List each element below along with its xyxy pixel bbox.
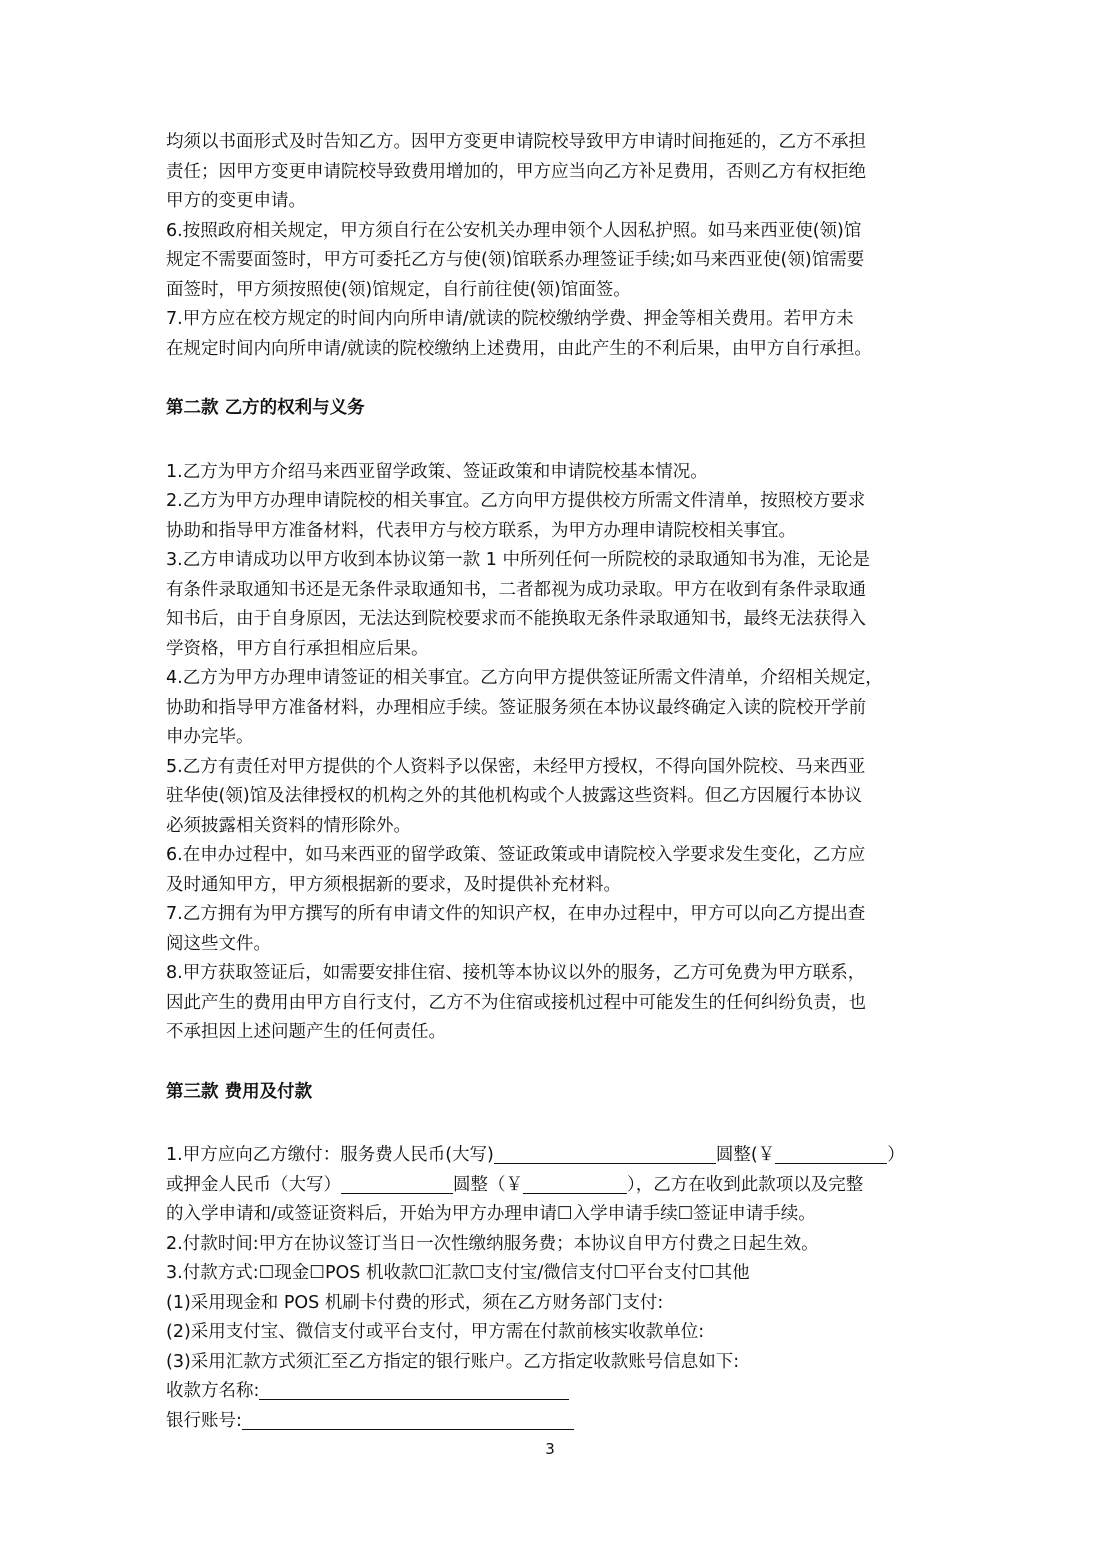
section-3-body [166, 1141, 936, 1436]
paragraph-line: 的入学申请和/或签证资料后，开始为甲方办理申请☐入学申请手续☐签证申请手续。 [166, 1204, 816, 1224]
paragraph-line: 在规定时间内向所申请/就读的院校缴纳上述费用，由此产生的不利后果，由甲方自行承担。 [166, 338, 872, 359]
paragraph-line: 及时通知甲方，甲方须根据新的要求，及时提供补充材料。 [166, 874, 621, 895]
fee-text: 圆整（￥ [453, 1174, 523, 1195]
section-2-body [166, 458, 936, 1048]
paragraph-line: 规定不需要面签时，甲方可委托乙方与使(领)馆联系办理签证手续;如马来西亚使(领)馆需要 [166, 250, 865, 270]
paragraph-line: 6.按照政府相关规定，甲方须自行在公安机关办理申领个人因私护照。如马来西亚使(领)馆 [166, 220, 862, 241]
service-fee-amount-blank[interactable] [775, 1142, 887, 1164]
fee-text: ） [887, 1145, 905, 1165]
paragraph-line: 驻华使(领)馆及法律授权的机构之外的其他机构或个人披露这些资料。但乙方因履行本协议 [166, 786, 863, 806]
paragraph-line: 2.乙方为甲方办理申请院校的相关事宜。乙方向甲方提供校方所需文件清单，按照校方要求 [166, 491, 866, 511]
fee-text: 圆整(￥ [715, 1145, 776, 1165]
paragraph-line: 协助和指导甲方准备材料，办理相应手续。签证服务须在本协议最终确定入读的院校开学前 [166, 697, 866, 718]
paragraph-line: 面签时，甲方须按照使(领)馆规定，自行前往使(领)馆面签。 [166, 279, 631, 300]
paragraph-line: 3.乙方申请成功以甲方收到本协议第一款 1 中所列任何一所院校的录取通知书为准，无论是 [166, 550, 870, 570]
paragraph-line: 7.甲方应在校方规定的时间内向所申请/就读的院校缴纳学费、押金等相关费用。若甲方未 [166, 309, 854, 329]
paragraph-line: 3.付款方式:☐现金☐POS 机收款☐汇款☐支付宝/微信支付☐平台支付☐其他 [166, 1263, 750, 1283]
service-fee-words-blank[interactable] [494, 1142, 716, 1164]
paragraph-line: 8.甲方获取签证后，如需要安排住宿、接机等本协议以外的服务，乙方可免费为甲方联系， [166, 963, 866, 983]
paragraph-line: (2)采用支付宝、微信支付或平台支付，甲方需在付款前核实收款单位: [166, 1322, 705, 1342]
paragraph-line: 知书后，由于自身原因，无法达到院校要求而不能换取无条件录取通知书，最终无法获得入 [166, 609, 866, 629]
payee-label: 收款方名称: [166, 1381, 260, 1401]
paragraph-line: 协助和指导甲方准备材料，代表甲方与校方联系，为甲方办理申请院校相关事宜。 [166, 520, 796, 541]
fee-text: ），乙方在收到此款项以及完整 [627, 1174, 864, 1195]
page-number: 3 [545, 1440, 555, 1458]
bank-account-blank[interactable] [242, 1408, 574, 1430]
account-line [166, 1407, 936, 1437]
paragraph-line: 阅这些文件。 [166, 933, 271, 954]
deposit-words-blank[interactable] [341, 1172, 453, 1194]
paragraph-line: 必须披露相关资料的情形除外。 [166, 815, 411, 836]
paragraph-line: 责任；因甲方变更申请院校导致费用增加的，甲方应当向乙方补足费用，否则乙方有权拒绝 [166, 161, 866, 182]
account-label: 银行账号: [166, 1410, 242, 1431]
deposit-amount-blank[interactable] [523, 1172, 627, 1194]
paragraph-line: 5.乙方有责任对甲方提供的个人资料予以保密，未经甲方授权，不得向国外院校、马来西亚 [166, 756, 866, 777]
paragraph-line: 有条件录取通知书还是无条件录取通知书，二者都视为成功录取。甲方在收到有条件录取通 [166, 579, 866, 600]
paragraph-line: 1.乙方为甲方介绍马来西亚留学政策、签证政策和申请院校基本情况。 [166, 461, 708, 482]
paragraph-line: (3)采用汇款方式须汇至乙方指定的银行账户。乙方指定收款账号信息如下: [166, 1351, 740, 1372]
paragraph-line: 因此产生的费用由甲方自行支付，乙方不为住宿或接机过程中可能发生的任何纠纷负责，也 [166, 992, 866, 1013]
paragraph-line: 7.乙方拥有为甲方撰写的所有申请文件的知识产权，在申办过程中，甲方可以向乙方提出查 [166, 904, 866, 924]
payee-line [166, 1377, 936, 1407]
paragraph-line: 4.乙方为甲方办理申请签证的相关事宜。乙方向甲方提供签证所需文件清单，介绍相关规定， [166, 668, 883, 688]
section-continued [166, 128, 936, 364]
paragraph-line: 申办完毕。 [166, 727, 254, 747]
paragraph-line: 2.付款时间:甲方在协议签订当日一次性缴纳服务费；本协议自甲方付费之日起生效。 [166, 1233, 819, 1254]
fee-text: 或押金人民币（大写） [166, 1174, 341, 1195]
paragraph-line: 不承担因上述问题产生的任何责任。 [166, 1022, 446, 1042]
fee-line [166, 1141, 936, 1171]
paragraph-line: 均须以书面形式及时告知乙方。因甲方变更申请院校导致甲方申请时间拖延的，乙方不承担 [166, 132, 866, 152]
document-page [166, 128, 936, 1436]
fee-text: 1.甲方应向乙方缴付：服务费人民币(大写) [166, 1145, 494, 1165]
fee-line [166, 1171, 936, 1201]
paragraph-line: (1)采用现金和 POS 机刷卡付费的形式，须在乙方财务部门支付: [166, 1292, 664, 1313]
paragraph-line: 学资格，甲方自行承担相应后果。 [166, 638, 429, 659]
paragraph-line: 6.在申办过程中，如马来西亚的留学政策、签证政策或申请院校入学要求发生变化，乙方应 [166, 845, 866, 865]
paragraph-line: 甲方的变更申请。 [166, 191, 306, 211]
section-heading-2: 第二款 乙方的权利与义务 [166, 398, 365, 418]
section-heading-3: 第三款 费用及付款 [166, 1081, 313, 1102]
payee-name-blank[interactable] [259, 1378, 569, 1400]
